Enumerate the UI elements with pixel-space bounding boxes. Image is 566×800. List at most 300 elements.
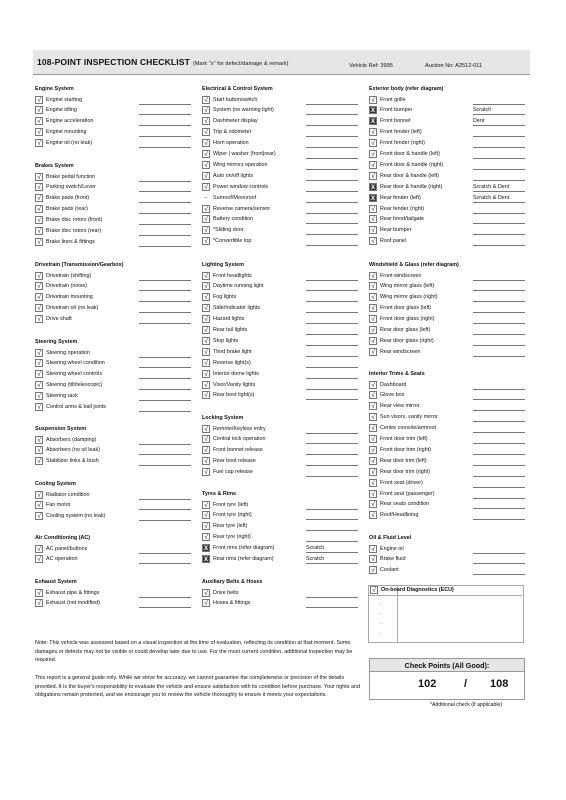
remark-line[interactable] xyxy=(473,280,525,281)
checklist-row xyxy=(202,391,362,401)
remark-line[interactable] xyxy=(139,114,191,115)
remark-line[interactable] xyxy=(306,597,358,598)
remark-line[interactable] xyxy=(139,520,191,521)
check-mark[interactable]: √ xyxy=(202,457,210,465)
checklist-row xyxy=(35,315,195,325)
check-mark[interactable]: √ xyxy=(369,326,377,334)
remark-line[interactable] xyxy=(139,444,191,445)
check-mark[interactable]: √ xyxy=(202,293,210,301)
section-title: Interior Trims & Seats xyxy=(369,371,425,377)
item-label: Absorbers (no oil leak) xyxy=(46,447,100,454)
check-mark[interactable]: √ xyxy=(369,413,377,421)
remark-line[interactable] xyxy=(473,432,525,433)
check-mark[interactable]: √ xyxy=(369,205,377,213)
item-label: Steering wheel condition xyxy=(46,360,105,367)
remark-line[interactable] xyxy=(139,411,191,412)
checklist-row xyxy=(369,456,529,466)
checklist-row xyxy=(369,445,529,455)
checklist-row xyxy=(369,106,529,116)
check-mark[interactable]: √ xyxy=(202,106,210,114)
remark-line[interactable] xyxy=(306,280,358,281)
item-label: Interior dome lights xyxy=(213,370,259,377)
check-mark[interactable]: √ xyxy=(35,139,43,147)
remark-line[interactable] xyxy=(306,191,358,192)
check-mark[interactable]: √ xyxy=(369,424,377,432)
item-label: Rear door glass (left) xyxy=(380,327,431,333)
remark-line[interactable] xyxy=(139,136,191,137)
check-mark[interactable]: √ xyxy=(202,511,210,519)
check-mark[interactable]: √ xyxy=(35,205,43,213)
item-label: Front door & handle (left) xyxy=(380,151,440,157)
remark-line[interactable] xyxy=(139,357,191,358)
remark-line[interactable] xyxy=(139,202,191,203)
check-mark[interactable]: √ xyxy=(202,381,210,389)
remark-line[interactable] xyxy=(306,399,358,400)
check-mark[interactable]: √ xyxy=(202,359,210,367)
item-label: Roof panel xyxy=(380,238,407,245)
check-mark[interactable]: √ xyxy=(369,402,377,410)
item-label: Rear view mirror xyxy=(380,403,420,410)
check-mark[interactable]: √ xyxy=(369,315,377,323)
check-mark[interactable]: √ xyxy=(35,173,43,181)
checklist-row xyxy=(369,95,529,105)
remark-line[interactable] xyxy=(139,213,191,214)
remark-line[interactable] xyxy=(306,541,358,542)
remark-line[interactable] xyxy=(139,280,191,281)
check-mark[interactable]: √ xyxy=(35,96,43,104)
remark-line[interactable] xyxy=(306,290,358,291)
check-mark[interactable]: √ xyxy=(35,293,43,301)
check-mark[interactable]: X xyxy=(370,195,375,202)
check-mark[interactable]: X xyxy=(203,546,208,553)
remark-line[interactable] xyxy=(473,234,525,235)
remark-line[interactable] xyxy=(473,345,525,346)
checklist-row xyxy=(35,205,195,215)
section-title: Auxiliary Belts & Hoses xyxy=(202,579,263,585)
check-mark[interactable]: √ xyxy=(369,566,377,574)
remark-line[interactable] xyxy=(139,400,191,401)
check-mark[interactable]: √ xyxy=(369,435,377,443)
remark-line[interactable] xyxy=(306,552,358,553)
item-label: Sunroof/Moonroof xyxy=(213,194,257,201)
remark-line[interactable] xyxy=(473,202,525,203)
check-mark[interactable]: √ xyxy=(35,216,43,224)
remark-line[interactable] xyxy=(306,345,358,346)
remark-line[interactable] xyxy=(306,334,358,335)
remark-line[interactable] xyxy=(139,290,191,291)
remark-line[interactable] xyxy=(473,421,525,422)
remark-line[interactable] xyxy=(473,180,525,181)
check-mark[interactable]: √ xyxy=(369,500,377,508)
check-mark[interactable]: √ xyxy=(369,150,377,158)
check-mark[interactable]: √ xyxy=(369,381,377,389)
remark-line[interactable] xyxy=(473,498,525,499)
remark-line[interactable] xyxy=(306,125,358,126)
check-mark[interactable]: √ xyxy=(202,226,210,234)
check-mark[interactable]: √ xyxy=(202,161,210,169)
remark-line[interactable] xyxy=(473,487,525,488)
remark-line[interactable] xyxy=(473,158,525,159)
item-label: Front fender (left) xyxy=(380,129,422,136)
ecu-line-marker: - xyxy=(380,621,382,627)
check-mark[interactable]: √ xyxy=(369,391,377,399)
check-mark[interactable]: √ xyxy=(35,227,43,235)
checklist-row xyxy=(202,193,362,203)
checklist-row xyxy=(369,304,529,314)
check-mark[interactable]: √ xyxy=(369,161,377,169)
check-mark[interactable]: √ xyxy=(369,237,377,245)
check-mark[interactable]: √ xyxy=(35,501,43,509)
remark-line[interactable] xyxy=(306,607,358,608)
check-mark[interactable]: √ xyxy=(35,512,43,520)
item-label: Stop lights xyxy=(213,337,239,344)
check-mark[interactable]: √ xyxy=(369,479,377,487)
remark-line[interactable] xyxy=(473,290,525,291)
remark-line[interactable] xyxy=(306,378,358,379)
check-mark[interactable]: √ xyxy=(202,96,210,104)
check-mark[interactable]: √ xyxy=(202,205,210,213)
remark-line[interactable] xyxy=(306,443,358,444)
remark-line[interactable] xyxy=(306,301,358,302)
check-mark[interactable]: √ xyxy=(202,215,210,223)
check-mark[interactable]: X xyxy=(370,119,375,126)
check-mark[interactable]: √ xyxy=(202,501,210,509)
check-mark[interactable]: √ xyxy=(202,391,210,399)
remark-line[interactable] xyxy=(473,465,525,466)
item-label: Rear door glass (right) xyxy=(380,337,434,344)
remark-line[interactable] xyxy=(306,104,358,105)
checklist-row xyxy=(369,336,529,346)
check-mark[interactable]: √ xyxy=(202,237,210,245)
remark-line[interactable] xyxy=(473,508,525,509)
item-label: Dashboard xyxy=(380,381,407,388)
checklist-row xyxy=(35,139,195,149)
check-mark[interactable]: √ xyxy=(35,282,43,290)
remark-line[interactable] xyxy=(473,213,525,214)
remark-line[interactable] xyxy=(473,114,525,115)
check-mark[interactable]: √ xyxy=(202,370,210,378)
check-mark[interactable]: √ xyxy=(369,348,377,356)
remark-line[interactable] xyxy=(139,125,191,126)
check-mark[interactable]: √ xyxy=(35,491,43,499)
check-mark[interactable]: √ xyxy=(202,589,210,597)
ecu-line-marker: - xyxy=(380,631,382,637)
check-mark[interactable]: √ xyxy=(35,403,43,411)
item-label: Daytime running light xyxy=(213,283,264,290)
remark-text: Scratch & Dent xyxy=(473,183,510,190)
checklist-row xyxy=(369,139,529,149)
check-mark[interactable]: √ xyxy=(202,139,210,147)
item-label: Remote/Keyless entry xyxy=(213,425,266,432)
check-mark[interactable]: √ xyxy=(35,106,43,114)
item-label: Dashmeter display xyxy=(213,118,258,125)
item-label: Steering wheel controls xyxy=(46,371,103,378)
check-mark[interactable]: √ xyxy=(202,533,210,541)
remark-line[interactable] xyxy=(473,553,525,554)
checkpoints-footnote: *Additional check (if applicable) xyxy=(430,702,503,708)
check-mark[interactable]: √ xyxy=(202,183,210,191)
checklist-row xyxy=(202,282,362,292)
check-mark[interactable]: √ xyxy=(369,226,377,234)
remark-line[interactable] xyxy=(306,312,358,313)
checklist-row xyxy=(35,117,195,127)
remark-line[interactable] xyxy=(306,465,358,466)
check-mark[interactable]: - xyxy=(204,193,208,201)
remark-line[interactable] xyxy=(473,245,525,246)
item-label: Hoses & fittings xyxy=(213,600,251,607)
check-mark[interactable]: √ xyxy=(35,599,43,607)
remark-line[interactable] xyxy=(473,301,525,302)
checklist-row xyxy=(369,193,529,203)
check-mark[interactable]: √ xyxy=(202,348,210,356)
remark-line[interactable] xyxy=(306,114,358,115)
check-mark[interactable]: √ xyxy=(369,282,377,290)
remark-line[interactable] xyxy=(473,323,525,324)
check-mark[interactable]: √ xyxy=(35,238,43,246)
check-mark[interactable]: √ xyxy=(35,545,43,553)
checklist-row xyxy=(369,282,529,292)
remark-line[interactable] xyxy=(139,509,191,510)
remark-line[interactable] xyxy=(139,367,191,368)
remark-line[interactable] xyxy=(306,136,358,137)
check-mark[interactable]: √ xyxy=(35,381,43,389)
section-title: Tyres & Rims xyxy=(202,491,237,497)
check-mark[interactable]: √ xyxy=(369,272,377,280)
remark-line[interactable] xyxy=(473,410,525,411)
remark-line[interactable] xyxy=(306,245,358,246)
remark-line[interactable] xyxy=(306,169,358,170)
remark-line[interactable] xyxy=(139,181,191,182)
item-label: Fuel cap release xyxy=(213,469,253,476)
remark-line[interactable] xyxy=(473,147,525,148)
remark-line[interactable] xyxy=(473,389,525,390)
remark-line[interactable] xyxy=(139,607,191,608)
remark-line[interactable] xyxy=(306,147,358,148)
remark-line[interactable] xyxy=(306,356,358,357)
item-label: Exhaust pipe & fittings xyxy=(46,589,100,596)
remark-line[interactable] xyxy=(139,553,191,554)
remark-line[interactable] xyxy=(139,312,191,313)
remark-line[interactable] xyxy=(139,147,191,148)
check-mark[interactable]: √ xyxy=(369,215,377,223)
check-mark[interactable]: √ xyxy=(35,272,43,280)
checklist-row xyxy=(35,359,195,369)
remark-line[interactable] xyxy=(139,104,191,105)
check-mark[interactable]: √ xyxy=(369,293,377,301)
check-mark[interactable]: √ xyxy=(35,446,43,454)
checklist-row xyxy=(35,348,195,358)
check-mark[interactable]: √ xyxy=(202,172,210,180)
section-title: Exhaust System xyxy=(35,579,77,585)
section-title: Cooling System xyxy=(35,481,76,487)
ecu-checkbox[interactable]: √ xyxy=(370,586,378,594)
check-mark[interactable]: √ xyxy=(202,128,210,136)
check-mark[interactable]: √ xyxy=(369,555,377,563)
checklist-row xyxy=(35,293,195,303)
remark-line[interactable] xyxy=(306,476,358,477)
section-title: Steering System xyxy=(35,339,78,345)
check-mark[interactable]: √ xyxy=(202,599,210,607)
check-mark[interactable]: √ xyxy=(202,282,210,290)
check-mark[interactable]: √ xyxy=(202,468,210,476)
checklist-row xyxy=(369,160,529,170)
check-mark[interactable]: √ xyxy=(35,315,43,323)
remark-line[interactable] xyxy=(139,389,191,390)
ecu-title: On-board Diagnostics (ECU) xyxy=(381,587,454,593)
remark-line[interactable] xyxy=(139,454,191,455)
check-mark[interactable]: √ xyxy=(202,272,210,280)
item-label: Front door trim (left) xyxy=(380,436,428,442)
check-mark[interactable]: √ xyxy=(369,468,377,476)
check-mark[interactable]: √ xyxy=(202,446,210,454)
remark-line[interactable] xyxy=(306,158,358,159)
check-mark[interactable]: √ xyxy=(35,555,43,563)
section-title: Air Conditioning (AC) xyxy=(35,535,91,541)
item-label: Side/Indicator lights xyxy=(213,305,261,312)
remark-line[interactable] xyxy=(473,136,525,137)
remark-line[interactable] xyxy=(473,125,525,126)
item-label: Brake pads (rear) xyxy=(46,206,88,213)
item-label: Reverse camera/sensor xyxy=(213,205,271,212)
check-mark[interactable]: √ xyxy=(35,128,43,136)
check-mark[interactable]: √ xyxy=(369,446,377,454)
item-label: Rear rims (refer diagram) xyxy=(213,556,274,562)
remark-line[interactable] xyxy=(306,223,358,224)
check-mark[interactable]: √ xyxy=(202,304,210,312)
remark-line[interactable] xyxy=(306,323,358,324)
remark-line[interactable] xyxy=(473,104,525,105)
remark-line[interactable] xyxy=(306,202,358,203)
checklist-row xyxy=(35,544,195,554)
check-mark[interactable]: X xyxy=(370,108,375,115)
remark-line[interactable] xyxy=(473,312,525,313)
check-mark[interactable]: √ xyxy=(202,315,210,323)
remark-line[interactable] xyxy=(306,433,358,434)
remark-line[interactable] xyxy=(306,530,358,531)
check-mark[interactable]: √ xyxy=(369,511,377,519)
check-mark[interactable]: √ xyxy=(35,194,43,202)
checklist-row xyxy=(202,358,362,368)
checklist-row xyxy=(202,95,362,105)
item-label: Steering operation xyxy=(46,349,91,356)
remark-line[interactable] xyxy=(306,367,358,368)
check-mark[interactable]: √ xyxy=(35,183,43,191)
check-mark[interactable]: √ xyxy=(35,304,43,312)
checklist-row xyxy=(369,204,529,214)
remark-line[interactable] xyxy=(473,191,525,192)
check-mark[interactable]: √ xyxy=(369,457,377,465)
check-mark[interactable]: √ xyxy=(35,589,43,597)
remark-line[interactable] xyxy=(306,519,358,520)
remark-line[interactable] xyxy=(473,223,525,224)
check-mark[interactable]: √ xyxy=(35,392,43,400)
remark-line[interactable] xyxy=(473,169,525,170)
remark-line[interactable] xyxy=(306,389,358,390)
item-label: Battery condition xyxy=(213,216,254,223)
remark-line[interactable] xyxy=(473,443,525,444)
check-mark[interactable]: √ xyxy=(202,117,210,125)
remark-line[interactable] xyxy=(473,334,525,335)
remark-line[interactable] xyxy=(473,519,525,520)
checklist-row xyxy=(369,315,529,325)
remark-line[interactable] xyxy=(306,563,358,564)
remark-line[interactable] xyxy=(139,378,191,379)
vehicle-ref: Vehicle Ref: 3995 xyxy=(349,63,393,69)
remark-line[interactable] xyxy=(139,465,191,466)
checklist-row xyxy=(369,237,529,247)
remark-line[interactable] xyxy=(139,224,191,225)
section-title: Exterior body (refer diagram) xyxy=(369,86,444,92)
item-label: Engine mounting xyxy=(46,129,87,136)
check-mark[interactable]: √ xyxy=(369,139,377,147)
remark-line[interactable] xyxy=(139,191,191,192)
check-mark[interactable]: √ xyxy=(35,370,43,378)
check-mark[interactable]: √ xyxy=(369,337,377,345)
remark-line[interactable] xyxy=(306,180,358,181)
remark-line[interactable] xyxy=(139,323,191,324)
remark-line[interactable] xyxy=(473,574,525,575)
checklist-row xyxy=(202,544,362,554)
check-mark[interactable]: √ xyxy=(202,337,210,345)
check-mark[interactable]: √ xyxy=(369,304,377,312)
check-mark[interactable]: √ xyxy=(369,545,377,553)
remark-line[interactable] xyxy=(306,454,358,455)
check-mark[interactable]: √ xyxy=(369,172,377,180)
check-mark[interactable]: X xyxy=(203,557,208,563)
remark-line[interactable] xyxy=(139,563,191,564)
remark-line[interactable] xyxy=(139,301,191,302)
check-mark[interactable]: √ xyxy=(35,436,43,444)
checklist-row xyxy=(369,380,529,390)
remark-line[interactable] xyxy=(473,454,525,455)
remark-line[interactable] xyxy=(473,476,525,477)
checklist-row xyxy=(35,282,195,292)
check-mark[interactable]: √ xyxy=(35,117,43,125)
item-label: Steering rack xyxy=(46,393,78,400)
checklist-row xyxy=(35,128,195,138)
item-label: Rear door & handle (right) xyxy=(380,183,443,190)
item-label: *Convertible top xyxy=(213,238,252,245)
check-mark[interactable]: √ xyxy=(202,435,210,443)
note-disclaimer: Note: This vehicle was assessed based on a visual inspection at the time of evaluation, reflecting its condition at that moment. Some damages or defects may not be visible or could develop later due to use. For the most current condition, additional inspection may be required. xyxy=(35,640,353,664)
check-mark[interactable]: √ xyxy=(369,128,377,136)
check-mark[interactable]: √ xyxy=(202,150,210,158)
check-mark[interactable]: √ xyxy=(369,96,377,104)
remark-line[interactable] xyxy=(306,509,358,510)
remark-line[interactable] xyxy=(306,213,358,214)
remark-line[interactable] xyxy=(306,234,358,235)
check-mark[interactable]: √ xyxy=(35,457,43,465)
remark-line[interactable] xyxy=(139,499,191,500)
remark-line[interactable] xyxy=(139,246,191,247)
check-mark[interactable]: √ xyxy=(202,522,210,530)
check-mark[interactable]: √ xyxy=(35,349,43,357)
section-title: Drivetrain (Transmission/Gearbox) xyxy=(35,262,124,268)
checkpoints-total: 108 xyxy=(490,678,509,690)
item-label: Radiator condition xyxy=(46,491,90,498)
checklist-row xyxy=(369,117,529,127)
remark-line[interactable] xyxy=(473,356,525,357)
check-mark[interactable]: √ xyxy=(369,490,377,498)
check-mark[interactable]: √ xyxy=(202,425,210,433)
remark-line[interactable] xyxy=(139,235,191,236)
remark-line[interactable] xyxy=(139,597,191,598)
check-mark[interactable]: √ xyxy=(202,326,210,334)
check-mark[interactable]: X xyxy=(370,184,375,191)
remark-line[interactable] xyxy=(473,563,525,564)
check-mark[interactable]: √ xyxy=(35,359,43,367)
remark-line[interactable] xyxy=(473,399,525,400)
